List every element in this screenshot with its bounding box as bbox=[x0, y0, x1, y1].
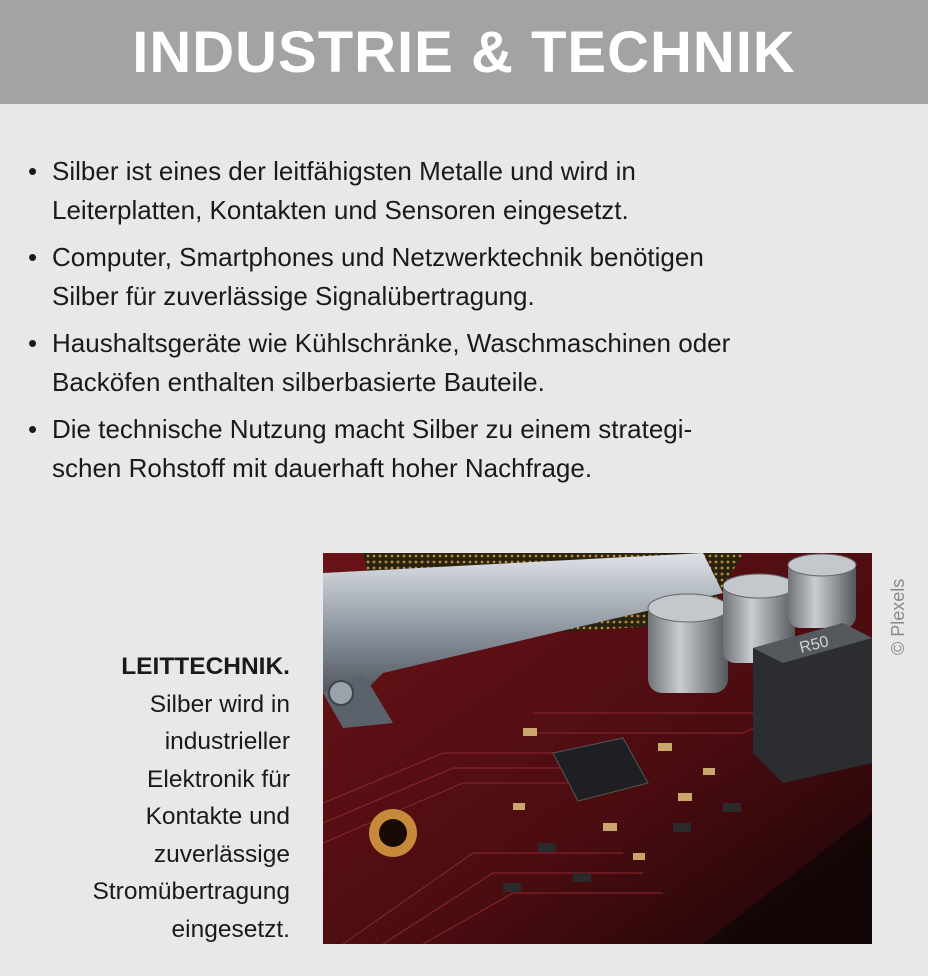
circuit-board-photo bbox=[323, 553, 872, 944]
bullet-item-1 bbox=[28, 152, 898, 230]
caption-line: Elektronik für bbox=[147, 765, 290, 793]
bullet-dot: • bbox=[28, 414, 38, 444]
caption-line: industrieller bbox=[164, 728, 290, 755]
bullet-line: Backöfen enthalten silberbasierte Bauteile. bbox=[52, 367, 545, 397]
bullet-dot: • bbox=[28, 156, 38, 186]
bullet-line: Silber ist eines der leitfähigsten Metalle und wird in bbox=[52, 156, 636, 186]
bullet-line: Leiterplatten, Kontakten und Sensoren eingesetzt. bbox=[52, 195, 629, 225]
photo-credit: © Plexels bbox=[888, 578, 908, 655]
bullet-dot: • bbox=[28, 242, 38, 272]
caption-line: Silber wird in bbox=[149, 690, 290, 718]
bullet-line: Computer, Smartphones und Netzwerktechnik benötigen bbox=[52, 242, 704, 272]
bullet-line: Die technische Nutzung macht Silber zu einem strategi- bbox=[52, 414, 693, 444]
bullet-list bbox=[28, 152, 898, 496]
circuit-board-illustration bbox=[323, 553, 872, 944]
bullet-line: schen Rohstoff mit dauerhaft hoher Nachfrage. bbox=[52, 453, 593, 483]
bullet-line: Haushaltsgeräte wie Kühlschränke, Waschmaschinen oder bbox=[52, 328, 731, 358]
chip-label: R50 bbox=[797, 633, 831, 657]
caption-title: LEITTECHNIK. bbox=[121, 653, 290, 680]
bullet-item-4 bbox=[28, 410, 898, 488]
caption-line: Kontakte und bbox=[145, 803, 290, 830]
bullet-dot: • bbox=[28, 328, 38, 358]
bullet-item-3 bbox=[28, 324, 898, 402]
caption-line: Stromübertragung bbox=[92, 878, 290, 905]
page-header bbox=[0, 0, 928, 104]
bullet-line: Silber für zuverlässige Signalübertragung. bbox=[52, 281, 535, 311]
page-title: INDUSTRIE & TECHNIK bbox=[132, 19, 796, 85]
photo-caption bbox=[20, 648, 290, 948]
caption-line: eingesetzt. bbox=[171, 915, 290, 943]
bullet-item-2 bbox=[28, 238, 898, 316]
caption-line: zuverlässige bbox=[153, 840, 290, 868]
